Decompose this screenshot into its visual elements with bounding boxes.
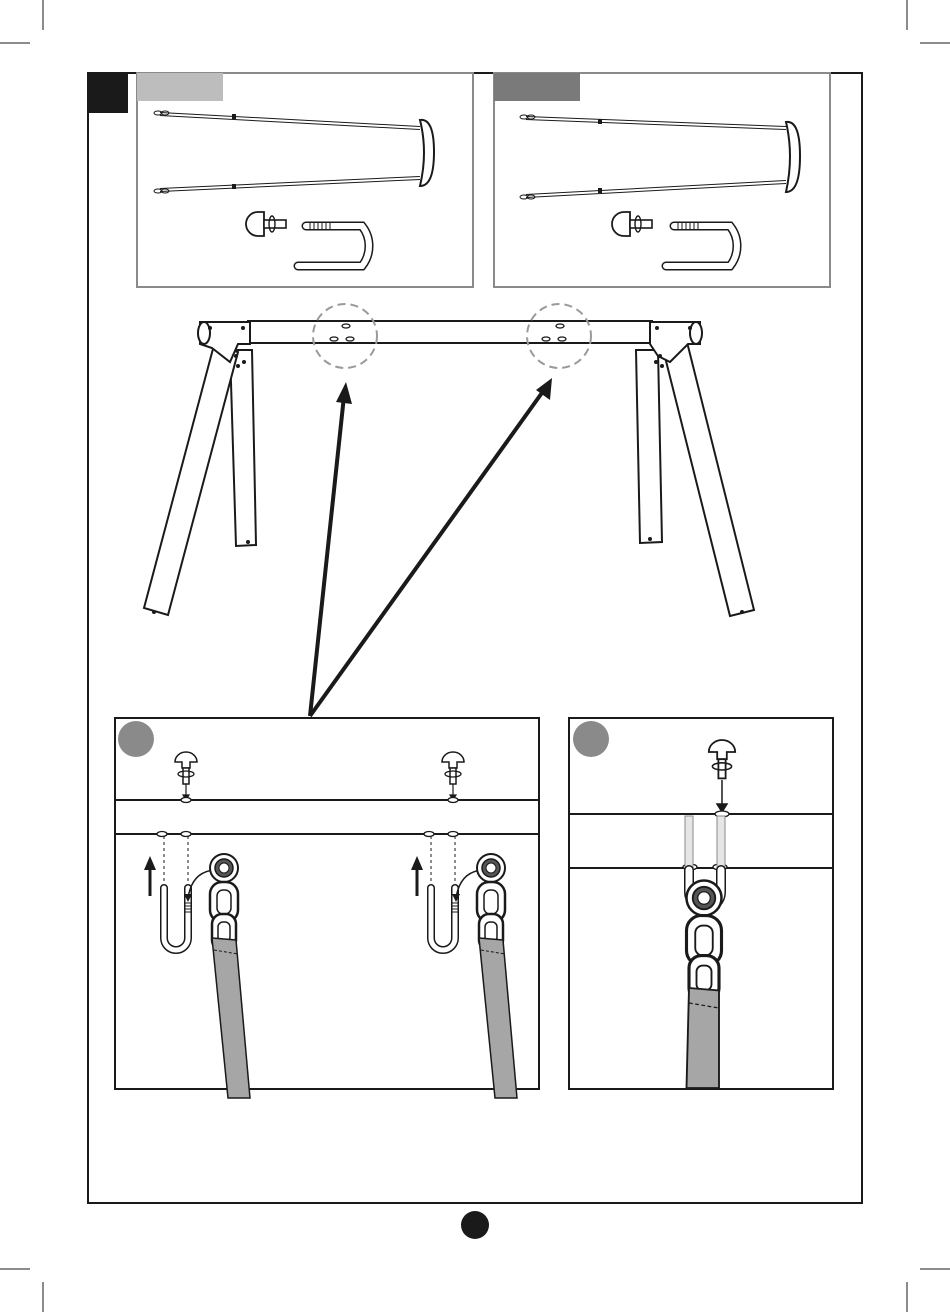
mushroom-pin-icon	[246, 212, 286, 236]
rope-seat-assembly-icon	[520, 115, 800, 199]
swing-frame-icon	[144, 321, 754, 616]
parts-panel-2	[494, 73, 830, 287]
pointer-arrows	[310, 378, 552, 716]
u-bolt-icon	[298, 222, 369, 266]
page-number-dot	[461, 1211, 489, 1239]
detail-panel-a-step-circle	[118, 721, 154, 757]
detail-panel-a	[115, 718, 539, 1098]
u-bolt-icon	[666, 222, 737, 266]
parts-panel-1-color-tab	[137, 73, 223, 101]
chain-link-icon	[687, 881, 722, 1089]
mushroom-pin-icon	[612, 212, 652, 236]
parts-panel-1	[137, 73, 473, 287]
parts-panel-2-color-tab	[494, 73, 580, 101]
detail-panel-b-step-circle	[573, 721, 609, 757]
detail-panel-b	[569, 718, 833, 1089]
step-number-badge	[88, 73, 128, 113]
rope-seat-assembly-icon	[154, 111, 434, 193]
